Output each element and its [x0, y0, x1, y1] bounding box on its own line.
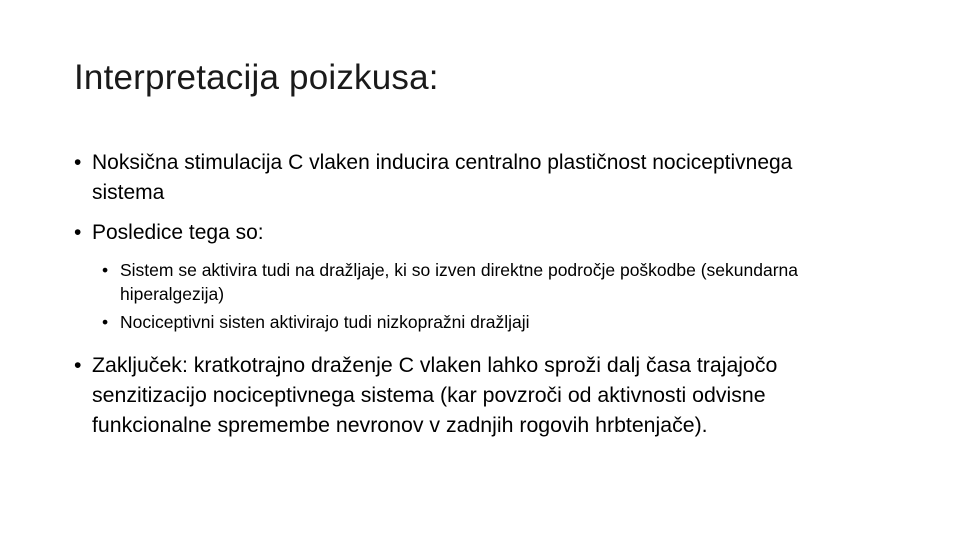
- sub-bullet-text: Nociceptivni sisten aktivirajo tudi nizkopražni dražljaji: [120, 312, 530, 332]
- bullet-dot-icon: •: [74, 221, 82, 244]
- bullet-dot-icon: •: [74, 151, 82, 174]
- slide-body: [74, 148, 854, 450]
- sub-bullet-item: [102, 258, 854, 306]
- bullet-text: Posledice tega so:: [92, 221, 264, 244]
- sub-bullet-item: [102, 310, 854, 334]
- bullet-item: [74, 148, 854, 208]
- bullet-dot-icon: •: [74, 353, 82, 377]
- bullet-item: [74, 350, 854, 440]
- bullet-dot-icon: •: [102, 312, 109, 332]
- bullet-text: Noksična stimulacija C vlaken inducira centralno plastičnost nociceptivnega sistema: [92, 151, 793, 204]
- slide-title: Interpretacija poizkusa:: [74, 58, 439, 97]
- bullet-text: Zaključek: kratkotrajno draženje C vlaken lahko sproži dalj časa trajajočo senzitizacijo nociceptivnega sistema (kar povzroči od aktivnosti odvisne funkcionalne spremembe nevronov v zadnjih rogovih hrbtenjače).: [92, 353, 778, 437]
- bullet-dot-icon: •: [102, 260, 109, 280]
- sub-bullet-text: Sistem se aktivira tudi na dražljaje, ki so izven direktne področje poškodbe (sekundarna hiperalgezija): [120, 260, 798, 304]
- sub-bullet-list: [102, 258, 854, 334]
- bullet-item: [74, 218, 854, 248]
